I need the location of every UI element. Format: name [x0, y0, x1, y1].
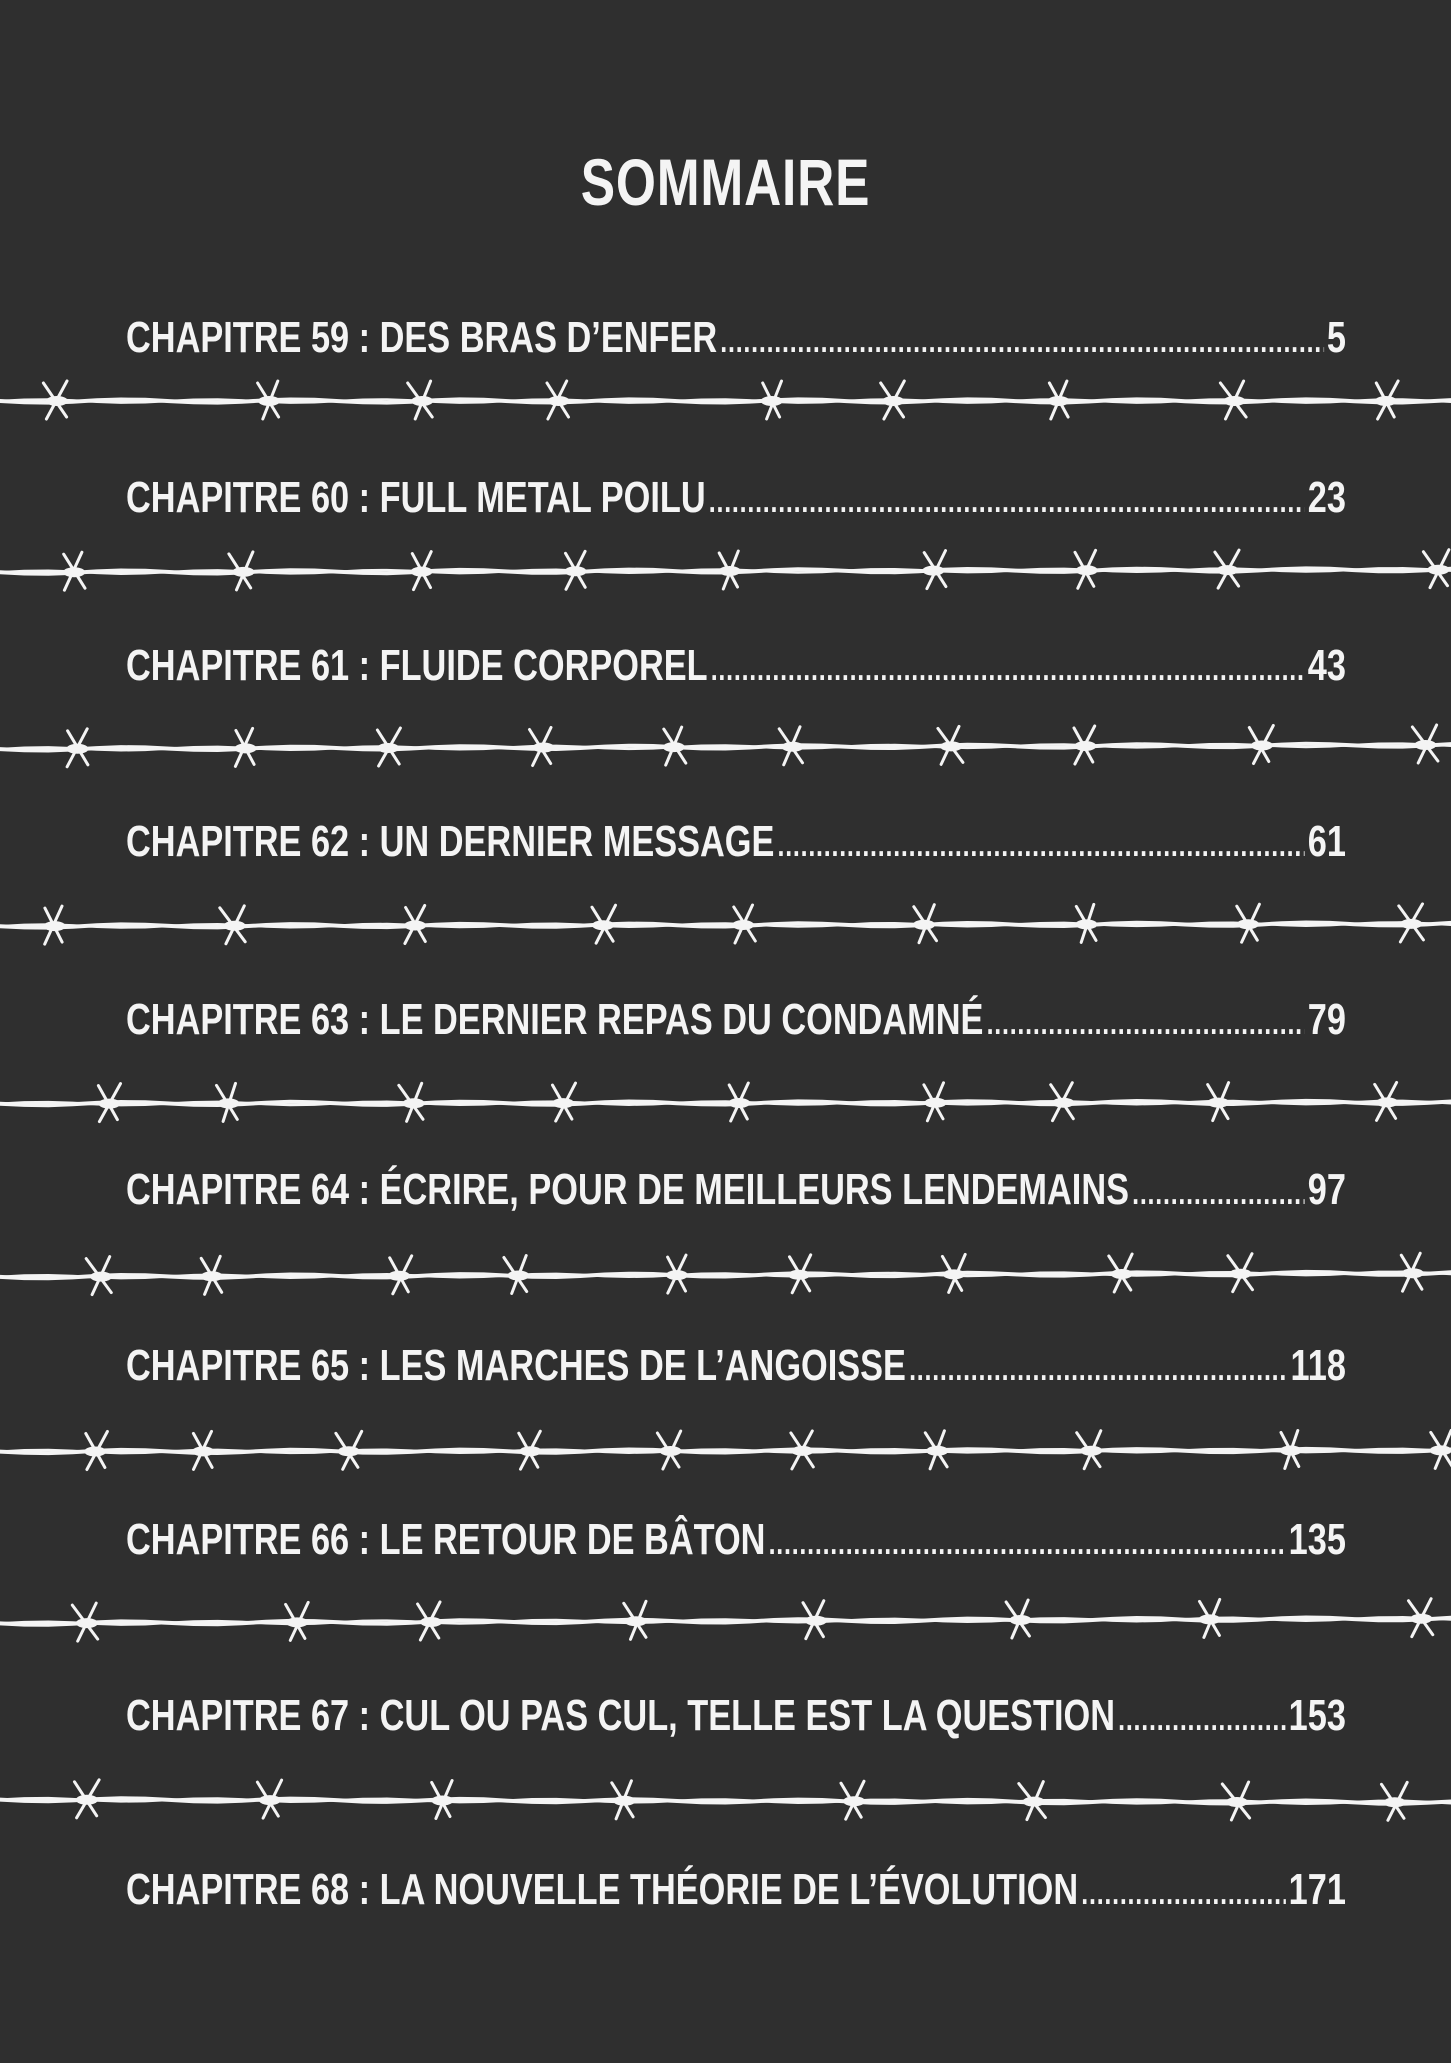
- barb-icon: [1249, 726, 1273, 764]
- barb-icon: [1207, 1083, 1229, 1121]
- barb-icon: [788, 1255, 811, 1293]
- barb-icon: [431, 1781, 453, 1819]
- barb-icon: [719, 551, 741, 589]
- barb-icon: [1075, 550, 1098, 588]
- barb-icon: [1228, 1254, 1253, 1292]
- barbed-wire-divider: [0, 1416, 1451, 1486]
- dot-leader: [777, 815, 1304, 872]
- barb-icon: [43, 381, 68, 419]
- dot-leader: [709, 471, 1305, 528]
- barb-icon: [258, 381, 281, 419]
- barb-icon: [1109, 1254, 1133, 1292]
- chapter-title: CHAPITRE 62 : UN DERNIER MESSAGE: [126, 817, 775, 866]
- barb-icon: [217, 1083, 240, 1121]
- toc-entry[interactable]: [126, 1510, 1346, 1570]
- chapter-title: CHAPITRE 68 : LA NOUVELLE THÉORIE DE L’ÉVOLUTION: [126, 1865, 1079, 1914]
- toc-entry[interactable]: [126, 308, 1346, 368]
- barb-icon: [411, 552, 433, 590]
- barb-icon: [1412, 725, 1438, 763]
- page-number: 153: [1288, 1691, 1346, 1740]
- barb-icon: [761, 381, 783, 419]
- barb-icon: [938, 726, 963, 764]
- chapter-title: CHAPITRE 63 : LE DERNIER REPAS DU CONDAMNÉ: [126, 995, 984, 1044]
- barbed-wire-divider: [0, 366, 1451, 436]
- chapter-title: CHAPITRE 59 : DES BRAS D’ENFER: [126, 313, 718, 362]
- barbed-wire-divider: [0, 1586, 1451, 1656]
- barb-icon: [66, 729, 88, 767]
- barb-icon: [666, 1255, 688, 1293]
- toc-entry[interactable]: [126, 468, 1346, 528]
- barb-icon: [229, 552, 255, 590]
- barb-icon: [1222, 1782, 1249, 1820]
- barb-icon: [942, 1254, 965, 1292]
- barb-icon: [624, 1601, 647, 1639]
- barb-icon: [779, 727, 803, 765]
- barb-icon: [388, 1256, 412, 1294]
- barb-icon: [1220, 381, 1246, 419]
- toc-entry[interactable]: [126, 812, 1346, 872]
- page-number: 5: [1326, 313, 1346, 362]
- barb-icon: [192, 1431, 214, 1469]
- toc-entry[interactable]: [126, 636, 1346, 696]
- page-number: 79: [1307, 995, 1346, 1044]
- barbed-wire-divider: [0, 1766, 1451, 1836]
- barb-icon: [1215, 550, 1239, 588]
- barb-icon: [1280, 1431, 1302, 1469]
- page-number: 97: [1307, 1165, 1346, 1214]
- chapter-title: CHAPITRE 66 : LE RETOUR DE BÂTON: [126, 1515, 766, 1564]
- dot-leader: [720, 311, 1323, 368]
- barb-icon: [657, 1431, 681, 1469]
- toc-entry[interactable]: [126, 1860, 1346, 1920]
- barb-icon: [530, 728, 555, 766]
- barb-icon: [44, 906, 66, 944]
- dot-leader: [909, 1339, 1287, 1396]
- chapter-title: CHAPITRE 67 : CUL OU PAS CUL, TELLE EST LA QUESTION: [126, 1691, 1116, 1740]
- toc-entry[interactable]: [126, 1336, 1346, 1396]
- barb-icon: [592, 905, 616, 943]
- barb-icon: [418, 1602, 443, 1640]
- barb-icon: [235, 728, 257, 766]
- chapter-title: CHAPITRE 64 : ÉCRIRE, POUR DE MEILLEURS LENDEMAINS: [126, 1165, 1130, 1214]
- barb-icon: [1077, 1431, 1103, 1469]
- barb-icon: [1409, 1599, 1433, 1637]
- barb-icon: [612, 1781, 636, 1819]
- page-number: 171: [1288, 1865, 1346, 1914]
- toc-entry[interactable]: [126, 1686, 1346, 1746]
- barb-icon: [504, 1256, 530, 1294]
- barb-icon: [377, 728, 400, 766]
- dot-leader: [769, 1513, 1286, 1570]
- barb-icon: [1375, 381, 1398, 419]
- chapter-title: CHAPITRE 60 : FULL METAL POILU: [126, 473, 706, 522]
- toc-entry[interactable]: [126, 1160, 1346, 1220]
- barb-icon: [1006, 1600, 1031, 1638]
- barb-icon: [791, 1431, 814, 1469]
- barb-icon: [1074, 726, 1096, 764]
- page-number: 61: [1307, 817, 1346, 866]
- barb-icon: [1430, 1430, 1451, 1468]
- barb-icon: [98, 1084, 120, 1122]
- dot-leader: [1132, 1163, 1304, 1220]
- barb-icon: [1199, 1599, 1221, 1637]
- barb-icon: [1051, 1083, 1075, 1121]
- barb-icon: [75, 1780, 100, 1818]
- barb-icon: [336, 1431, 362, 1469]
- barb-icon: [728, 1083, 750, 1121]
- barb-icon: [404, 906, 426, 944]
- barb-icon: [732, 905, 755, 943]
- page-number: 135: [1288, 1515, 1346, 1564]
- page-number: 43: [1307, 641, 1346, 690]
- toc-entry[interactable]: [126, 990, 1346, 1050]
- barbed-wire-divider: [0, 712, 1451, 782]
- barb-icon: [552, 1083, 575, 1121]
- chapter-title: CHAPITRE 61 : FLUIDE CORPOREL: [126, 641, 708, 690]
- barb-icon: [547, 381, 570, 419]
- chapter-title: CHAPITRE 65 : LES MARCHES DE L’ANGOISSE: [126, 1341, 906, 1390]
- barb-icon: [408, 381, 434, 419]
- barb-icon: [881, 381, 905, 419]
- barb-icon: [72, 1603, 98, 1641]
- barb-icon: [925, 1431, 948, 1469]
- barbed-wire-divider: [0, 1068, 1451, 1138]
- page-number: 23: [1307, 473, 1346, 522]
- barb-icon: [1382, 1782, 1408, 1820]
- dot-leader: [987, 993, 1305, 1050]
- barb-icon: [1375, 1082, 1399, 1120]
- barbed-wire-divider: [0, 890, 1451, 960]
- barbed-wire-divider: [0, 536, 1451, 606]
- barb-icon: [1401, 1253, 1423, 1291]
- dot-leader: [1081, 1863, 1285, 1920]
- barb-icon: [63, 552, 85, 590]
- barb-icon: [84, 1432, 107, 1470]
- barb-icon: [663, 727, 686, 765]
- barb-icon: [201, 1256, 223, 1294]
- barb-icon: [924, 1083, 947, 1121]
- page-number: 118: [1290, 1341, 1346, 1390]
- barb-icon: [803, 1601, 827, 1639]
- barb-icon: [913, 905, 937, 943]
- page-title: SOMMAIRE: [580, 145, 871, 219]
- barb-icon: [519, 1431, 542, 1469]
- barbed-wire-divider: [0, 1240, 1451, 1310]
- barb-icon: [286, 1602, 309, 1640]
- barb-icon: [1048, 381, 1070, 419]
- barb-icon: [1399, 904, 1424, 942]
- barb-icon: [1075, 904, 1097, 942]
- dot-leader: [711, 639, 1305, 696]
- barb-icon: [1237, 904, 1260, 942]
- barb-icon: [841, 1781, 865, 1819]
- barb-icon: [565, 551, 587, 589]
- barb-icon: [257, 1780, 281, 1818]
- dot-leader: [1118, 1689, 1285, 1746]
- barb-icon: [922, 551, 946, 589]
